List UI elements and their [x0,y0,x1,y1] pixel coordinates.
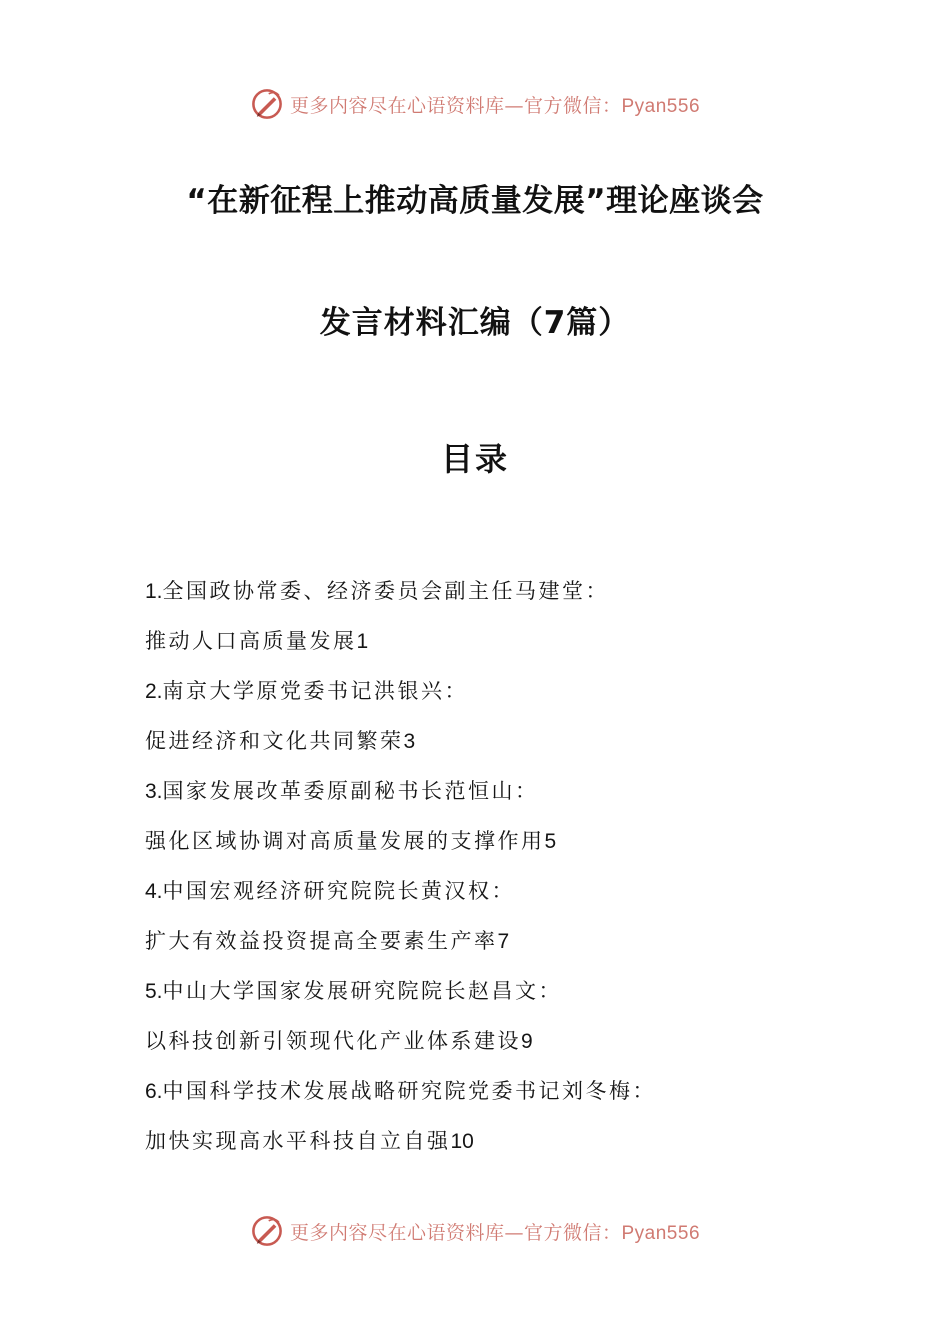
toc-entry-2[interactable] [145,666,845,766]
toc-topic-line [145,916,845,966]
toc-topic: 扩大有效益投资提高全要素生产率 [145,929,498,953]
toc-page-number: 3 [403,730,416,753]
toc-entry-5[interactable] [145,966,845,1066]
toc-page-number: 1 [356,630,369,653]
toc-speaker-line [145,766,845,816]
toc-number: 2. [145,680,163,703]
toc-number: 4. [145,880,163,903]
toc-speaker: 全国政协常委、经济委员会副主任马建堂： [162,579,610,603]
toc-number: 5. [145,980,163,1003]
watermark-group [250,1214,700,1248]
toc-entry-1[interactable] [145,566,845,666]
toc-entry-6[interactable] [145,1066,845,1166]
document-title-line2: 发言材料汇编（7篇） [319,305,631,341]
toc-page-number: 7 [497,930,510,953]
toc-page-number: 5 [544,830,557,853]
watermark-text [290,1218,700,1245]
toc-speaker: 中山大学国家发展研究院院长赵昌文： [162,979,563,1003]
toc-speaker-line [145,566,845,616]
watermark-slogan: 更多内容尽在心语资料库—官方微信： [289,94,622,117]
toc-number: 3. [145,780,163,803]
toc-topic-line [145,1016,845,1066]
toc-topic: 推动人口高质量发展 [145,629,357,653]
watermark-group [250,87,700,121]
toc-speaker-line [145,666,845,716]
watermark-text [290,91,700,118]
toc-speaker: 中国科学技术发展战略研究院党委书记刘冬梅： [162,1079,657,1103]
toc-speaker-line [145,1066,845,1116]
toc-speaker-line [145,966,845,1016]
toc-page-number: 9 [521,1030,533,1053]
toc-speaker: 南京大学原党委书记洪银兴： [162,679,469,703]
toc-entry-3[interactable] [145,766,845,866]
watermark-slogan: 更多内容尽在心语资料库—官方微信： [289,1221,622,1244]
toc-entry-4[interactable] [145,866,845,966]
pen-logo-icon [250,1214,284,1248]
toc-page-number: 10 [450,1130,474,1153]
toc-topic: 强化区域协调对高质量发展的支撑作用 [145,829,545,853]
pen-logo-icon [250,87,284,121]
toc-topic: 加快实现高水平科技自立自强 [145,1129,451,1153]
toc-speaker-line [145,866,845,916]
toc-heading: 目录 [440,440,509,478]
toc-topic-line [145,716,845,766]
toc-number: 1. [145,580,163,603]
table-of-contents [145,566,845,1166]
toc-topic-line [145,1116,845,1166]
toc-topic: 促进经济和文化共同繁荣 [145,729,404,753]
toc-topic: 以科技创新引领现代化产业体系建设 [145,1029,521,1053]
toc-topic-line [145,816,845,866]
toc-number: 6. [145,1080,163,1103]
watermark-wechat-id: Pyan556 [621,1222,701,1244]
footer-watermark [0,1211,950,1251]
header-watermark [0,84,950,124]
document-title-line1: “在新征程上推动高质量发展”理论座谈会 [186,183,764,219]
watermark-wechat-id: Pyan556 [621,95,701,117]
toc-topic-line [145,616,845,666]
toc-speaker: 国家发展改革委原副秘书长范恒山： [162,779,539,803]
toc-speaker: 中国宏观经济研究院院长黄汉权： [162,879,516,903]
